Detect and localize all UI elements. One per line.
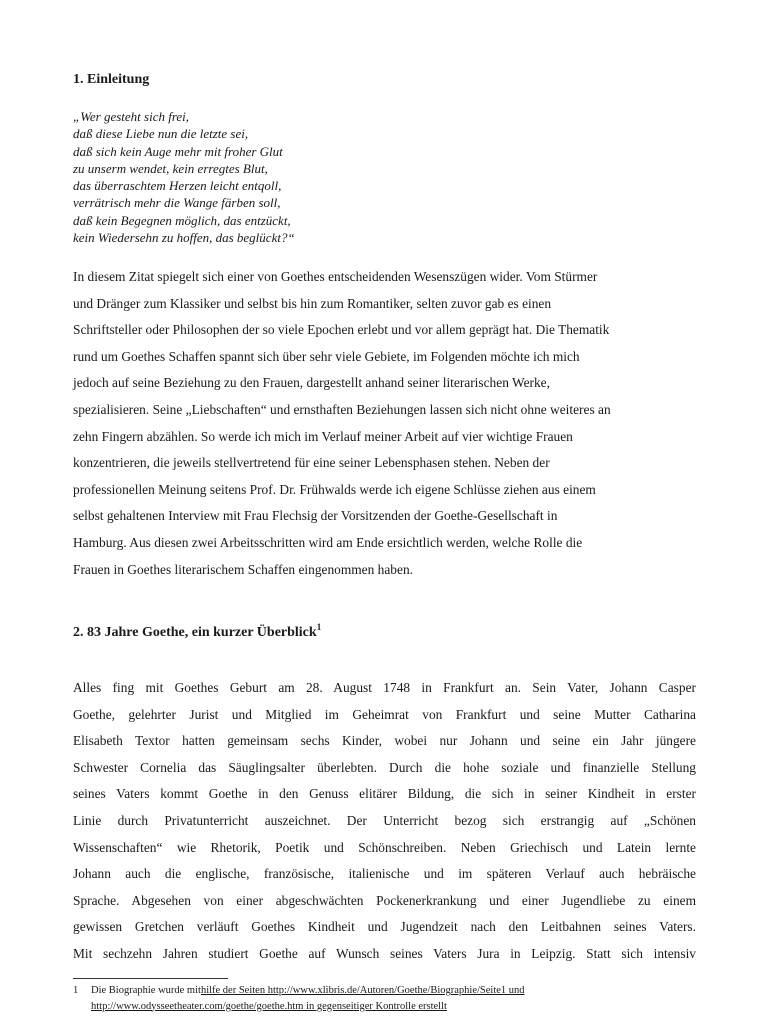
footnote-link-xlibris[interactable]: hilfe der Seiten http://www.xlibris.de/Autoren/Goethe/Biographie/Seite1 und: [200, 985, 525, 996]
text-line: Hamburg. Aus diesen zwei Arbeitsschritten wird am Ende ersichtlich werden, welche Rolle die: [73, 534, 583, 550]
text-line: Linie durch Privatunterricht auszeichnet. Der Unterricht bezog sich erstrangig auf „Schönen: [73, 812, 696, 828]
text-line: Schwester Cornelia das Säuglingsalter überlebten. Durch die hohe soziale und finanzielle Stellung: [73, 759, 696, 775]
text-line: spezialisieren. Seine „Liebschaften“ und ernsthaften Beziehungen lassen sich nicht ohne weiteres an: [73, 401, 611, 417]
footnote-line-1: [73, 983, 713, 999]
text-line: Johann auch die englische, französische, italienische und im späteren Verlauf auch hebräische: [73, 866, 696, 882]
text-line: Wissenschaften“ wie Rhetorik, Poetik und Schönschreiben. Neben Griechisch und Latein lernte: [73, 839, 696, 855]
footnote-reference[interactable]: 1: [316, 622, 322, 632]
section-2-heading-text: 2. 83 Jahre Goethe, ein kurzer Überblick: [73, 625, 317, 640]
text-line: konzentrieren, die jeweils stellvertretend für eine seiner Lebensphasen stehen. Neben der: [73, 455, 550, 471]
text-line: Mit sechzehn Jahren studiert Goethe auf Wunsch seines Vaters Jura in Leipzig. Statt sich intensiv: [73, 945, 696, 961]
footnote-separator: [73, 978, 228, 979]
text-line: Alles fing mit Goethes Geburt am 28. August 1748 in Frankfurt an. Sein Vater, Johann Casper: [73, 680, 696, 695]
quote-line: verrätrisch mehr die Wange färben soll,: [73, 195, 281, 211]
quote-line: daß diese Liebe nun die letzte sei,: [73, 126, 249, 142]
introduction-paragraph: [73, 264, 699, 583]
section-2-heading: [73, 622, 322, 641]
quote-line: das überraschtem Herzen leicht entqoll,: [73, 178, 282, 194]
footnote: [73, 983, 713, 1014]
text-line: Goethe, gelehrter Jurist und Mitglied im Geheimrat von Frankfurt und seine Mutter Catharina: [73, 706, 696, 722]
quote-line: daß sich kein Auge mehr mit froher Glut: [73, 143, 283, 159]
text-line: gewissen Gretchen verläuft Goethes Kindheit und Jugendzeit nach den Leitbahnen seines Vaters.: [73, 919, 696, 935]
goethe-quote: [73, 108, 295, 246]
footnote-mark: 1: [73, 985, 79, 996]
biography-paragraph: [73, 675, 696, 968]
footnote-link-odysseetheater[interactable]: http://www.odysseetheater.com/goethe/goethe.htm in gegenseitiger Kontrolle erstellt: [91, 1000, 447, 1012]
text-line: jedoch auf seine Beziehung zu den Frauen, dargestellt anhand seiner literarischen Werke,: [73, 375, 550, 391]
text-line: selbst gehaltenen Interview mit Frau Flechsig der Vorsitzenden der Goethe-Gesellschaft in: [73, 508, 558, 524]
text-line: Frauen in Goethes literarischem Schaffen eingenommen haben.: [73, 561, 413, 577]
quote-line: zu unserm wendet, kein erregtes Blut,: [73, 160, 268, 176]
text-line: In diesem Zitat spiegelt sich einer von Goethes entscheidenden Wesenszügen wider. Vom Stürmer: [73, 269, 598, 284]
text-line: zehn Fingern abzählen. So werde ich mich im Verlauf meiner Arbeit auf vier wichtige Frauen: [73, 428, 573, 444]
text-line: professionellen Meinung seitens Prof. Dr. Frühwalds werde ich eigene Schlüsse ziehen aus einem: [73, 481, 596, 497]
footnote-prefix: Die Biographie wurde mit: [91, 985, 201, 996]
text-line: Sprache. Abgesehen von einer abgeschwächten Pockenerkrankung und einer Jugendliebe zu einem: [73, 892, 696, 908]
text-line: und Dränger zum Klassiker und selbst bis hin zum Romantiker, selten zuvor gab es einen: [73, 295, 552, 311]
footnote-line-2: [73, 999, 713, 1015]
quote-line: daß kein Begegnen möglich, das entzückt,: [73, 212, 291, 228]
quote-line: kein Wiedersehn zu hoffen, das beglückt?“: [73, 230, 295, 246]
text-line: seines Vaters kommt Goethe in den Genuss elitärer Bildung, die sich in seiner Kindheit in erster: [73, 786, 696, 802]
text-line: rund um Goethes Schaffen spannt sich über sehr viele Gebiete, im Folgenden möchte ich mich: [73, 348, 580, 364]
text-line: Schriftsteller oder Philosophen der so viele Epochen erlebt und vor allem geprägt hat. Die Thematik: [73, 322, 610, 338]
text-line: Elisabeth Textor hatten gemeinsam sechs Kinder, wobei nur Johann und seine ein Jahr jüngere: [73, 733, 696, 749]
quote-line: „Wer gesteht sich frei,: [73, 109, 190, 124]
section-1-heading: 1. Einleitung: [73, 72, 150, 87]
